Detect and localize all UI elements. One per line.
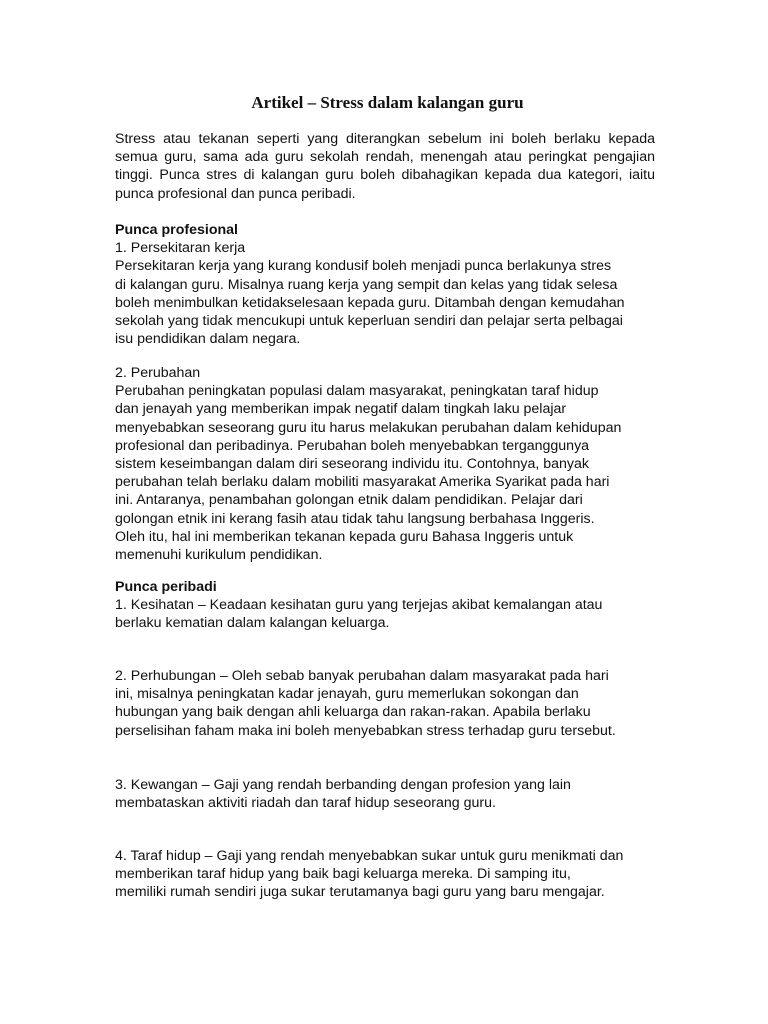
item-line: 2. Perhubungan – Oleh sebab banyak perubahan dalam masyarakat pada hari xyxy=(115,668,609,684)
item-line: memenuhi kurikulum pendidikan. xyxy=(115,547,323,564)
item-line: dan jenayah yang memberikan impak negatif dalam tingkah laku pelajar xyxy=(115,401,567,418)
item-line: 1. Kesihatan – Keadaan kesihatan guru yang terjejas akibat kemalangan atau xyxy=(115,597,603,614)
item-line: ini. Antaranya, penambahan golongan etnik dalam pendidikan. Pelajar dari xyxy=(115,492,583,509)
item-line: golongan etnik ini kerang fasih atau tidak tahu langsung berbahasa Inggeris. xyxy=(115,510,595,527)
section-personal xyxy=(115,578,655,633)
item-line: Perubahan peningkatan populasi dalam masyarakat, peningkatan taraf hidup xyxy=(115,383,599,400)
item-line: perubahan telah berlaku dalam mobiliti masyarakat Amerika Syarikat pada hari xyxy=(115,474,610,491)
item-line: hubungan yang baik dengan ahli keluarga dan rakan-rakan. Apabila berlaku xyxy=(115,704,591,721)
intro-paragraph: Stress atau tekanan seperti yang diterangkan sebelum ini boleh berlaku kepada semua guru, sama ada guru sekolah rendah, menengah atau peringkat pengajian tinggi. Punca stres di kalangan guru boleh dibahagikan kepada dua kategori, iaitu punca profesional dan punca peribadi. xyxy=(115,131,655,202)
item-line: memiliki rumah sendiri juga sukar terutamanya bagi guru yang baru mengajar. xyxy=(115,884,605,901)
item-line: 4. Taraf hidup – Gaji yang rendah menyebabkan sukar untuk guru menikmati dan xyxy=(115,848,624,864)
item-line: di kalangan guru. Misalnya ruang kerja yang sempit dan kelas yang tidak selesa xyxy=(115,276,618,293)
item-line: perselisihan faham maka ini boleh menyebabkan stress terhadap guru tersebut. xyxy=(115,722,616,739)
article-title: Artikel – Stress dalam kalangan guru xyxy=(251,93,524,112)
item-line: isu pendidikan dalam negara. xyxy=(115,331,301,348)
item-line: menyebabkan seseorang guru itu harus melakukan perubahan dalam kehidupan xyxy=(115,419,622,436)
item-taraf-hidup xyxy=(115,847,655,902)
item-kewangan xyxy=(115,776,655,812)
item-line: 3. Kewangan – Gaji yang rendah berbanding dengan profesion yang lain xyxy=(115,777,571,793)
item-line: Persekitaran kerja yang kurang kondusif boleh menjadi punca berlakunya stres xyxy=(115,258,612,275)
section-heading-professional: Punca profesional xyxy=(115,222,238,238)
item-line: profesional dan peribadinya. Perubahan boleh menyebabkan terganggunya xyxy=(115,437,590,454)
item-line: membataskan aktiviti riadah dan taraf hidup seseorang guru. xyxy=(115,795,496,812)
item-line: memberikan taraf hidup yang baik bagi keluarga mereka. Di samping itu, xyxy=(115,866,571,883)
item-perubahan xyxy=(115,364,655,564)
item-line: boleh menimbulkan ketidakselesaan kepada guru. Ditambah dengan kemudahan xyxy=(115,294,625,311)
item-perhubungan xyxy=(115,667,655,740)
item-title-persekitaran: 1. Persekitaran kerja xyxy=(115,240,246,257)
item-line: berlaku kematian dalam kalangan keluarga. xyxy=(115,615,390,632)
item-line: sistem keseimbangan dalam diri seseorang individu itu. Contohnya, banyak xyxy=(115,456,589,473)
section-heading-personal: Punca peribadi xyxy=(115,579,217,595)
item-line: ini, misalnya peningkatan kadar jenayah, guru memerlukan sokongan dan xyxy=(115,686,579,703)
item-line: sekolah yang tidak mencukupi untuk keperluan sendiri dan pelajar serta pelbagai xyxy=(115,313,623,330)
item-line: Oleh itu, hal ini memberikan tekanan kepada guru Bahasa Inggeris untuk xyxy=(115,528,574,545)
section-professional xyxy=(115,221,655,348)
item-title-perubahan: 2. Perubahan xyxy=(115,365,201,381)
